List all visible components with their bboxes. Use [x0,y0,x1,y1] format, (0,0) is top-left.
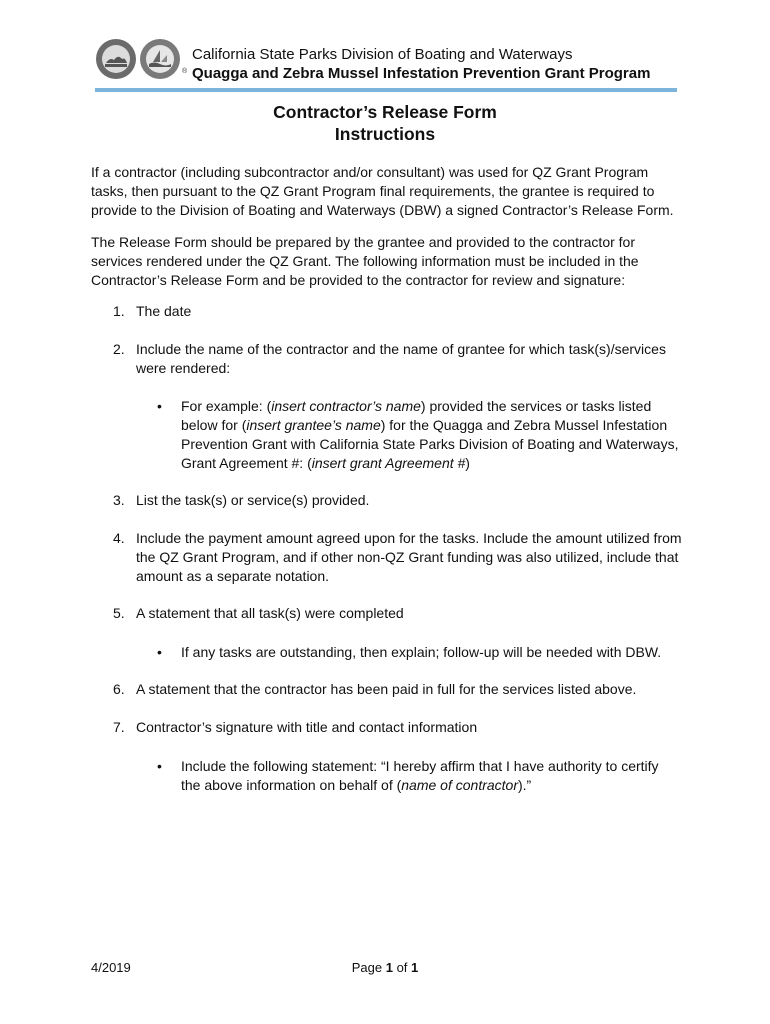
text-run: ) [465,455,470,471]
footer-date: 4/2019 [91,960,131,975]
intro-paragraph [91,163,691,220]
list-number: 5. [113,605,125,621]
california-state-parks-seal [95,38,137,80]
text-run: ) for the Quagga and Zebra Mussel Infestation [380,417,668,433]
text-run: ).” [518,777,532,793]
text-run: the above information on behalf of ( [181,777,402,793]
release-line-1: The Release Form should be prepared by the grantee and provided to the contractor for [91,234,635,250]
text-run: If any tasks are outstanding, then explain; follow-up will be needed with DBW. [181,644,662,660]
total-pages: 1 [411,960,419,975]
letterhead [95,38,677,94]
list-number: 2. [113,341,125,357]
text-run: Page [351,960,386,975]
list-item-text: were rendered: [136,360,231,376]
bullet-dot: • [157,644,162,660]
intro-line-1: If a contractor (including subcontractor and/or consultant) was used for QZ Grant Program [91,164,649,180]
text-run: ) provided the services or tasks listed [420,398,652,414]
list-item-text: A statement that all task(s) were completed [136,605,404,621]
intro-line-2: tasks, then pursuant to the QZ Grant Program final requirements, the grantee is required to [91,183,655,199]
list-item-text: the QZ Grant Program, and if other non-QZ Grant funding was also utilized, include that [136,549,679,565]
list-number: 3. [113,492,125,508]
list-item-text: Include the payment amount agreed upon for the tasks. Include the amount utilized from [136,530,682,546]
release-paragraph [91,233,691,290]
list-item-text: amount as a separate notation. [136,568,330,584]
list-item-text: Include the name of the contractor and the name of grantee for which task(s)/services [136,341,666,357]
bullet-dot: • [157,398,162,414]
list-number: 7. [113,719,125,735]
list-item-text: A statement that the contractor has been paid in full for the services listed above. [136,681,637,697]
text-run: below for ( [181,417,247,433]
list-item-text: List the task(s) or service(s) provided. [136,492,370,508]
form-subtitle: Instructions [334,124,436,144]
page-number [0,960,770,975]
release-line-3: Contractor’s Release Form and be provided to the contractor for review and signature: [91,272,626,288]
text-run: Include the following statement: “I hereby affirm that I have authority to certify [181,758,659,774]
release-line-2: services rendered under the QZ Grant. The following information must be included in the [91,253,639,269]
text-run: Prevention Grant with California State Parks Division of Boating and Waterways, [181,436,679,452]
placeholder-grantee-name: insert grantee’s name [246,417,381,433]
boating-waterways-seal [139,38,181,80]
list-item-text: The date [136,303,192,319]
current-page: 1 [385,960,393,975]
text-run: For example: ( [181,398,272,414]
list-item-text: Contractor’s signature with title and contact information [136,719,478,735]
registered-mark: ® [182,68,188,75]
list-number: 1. [113,303,125,319]
intro-line-3: provide to the Division of Boating and Waterways (DBW) a signed Contractor’s Release Form. [91,202,674,218]
list-number: 6. [113,681,125,697]
org-name: California State Parks Division of Boating and Waterways [192,46,573,63]
form-title: Contractor’s Release Form [273,102,497,122]
program-name: Quagga and Zebra Mussel Infestation Prevention Grant Program [192,65,651,82]
placeholder-contractor-name: name of contractor [401,777,518,793]
header-rule [95,88,677,92]
bullet-dot: • [157,758,162,774]
list-number: 4. [113,530,125,546]
text-run: of [392,960,412,975]
text-run: Grant Agreement #: ( [181,455,312,471]
placeholder-contractor-name: insert contractor’s name [271,398,421,414]
placeholder-grant-agreement: insert grant Agreement # [311,455,466,471]
